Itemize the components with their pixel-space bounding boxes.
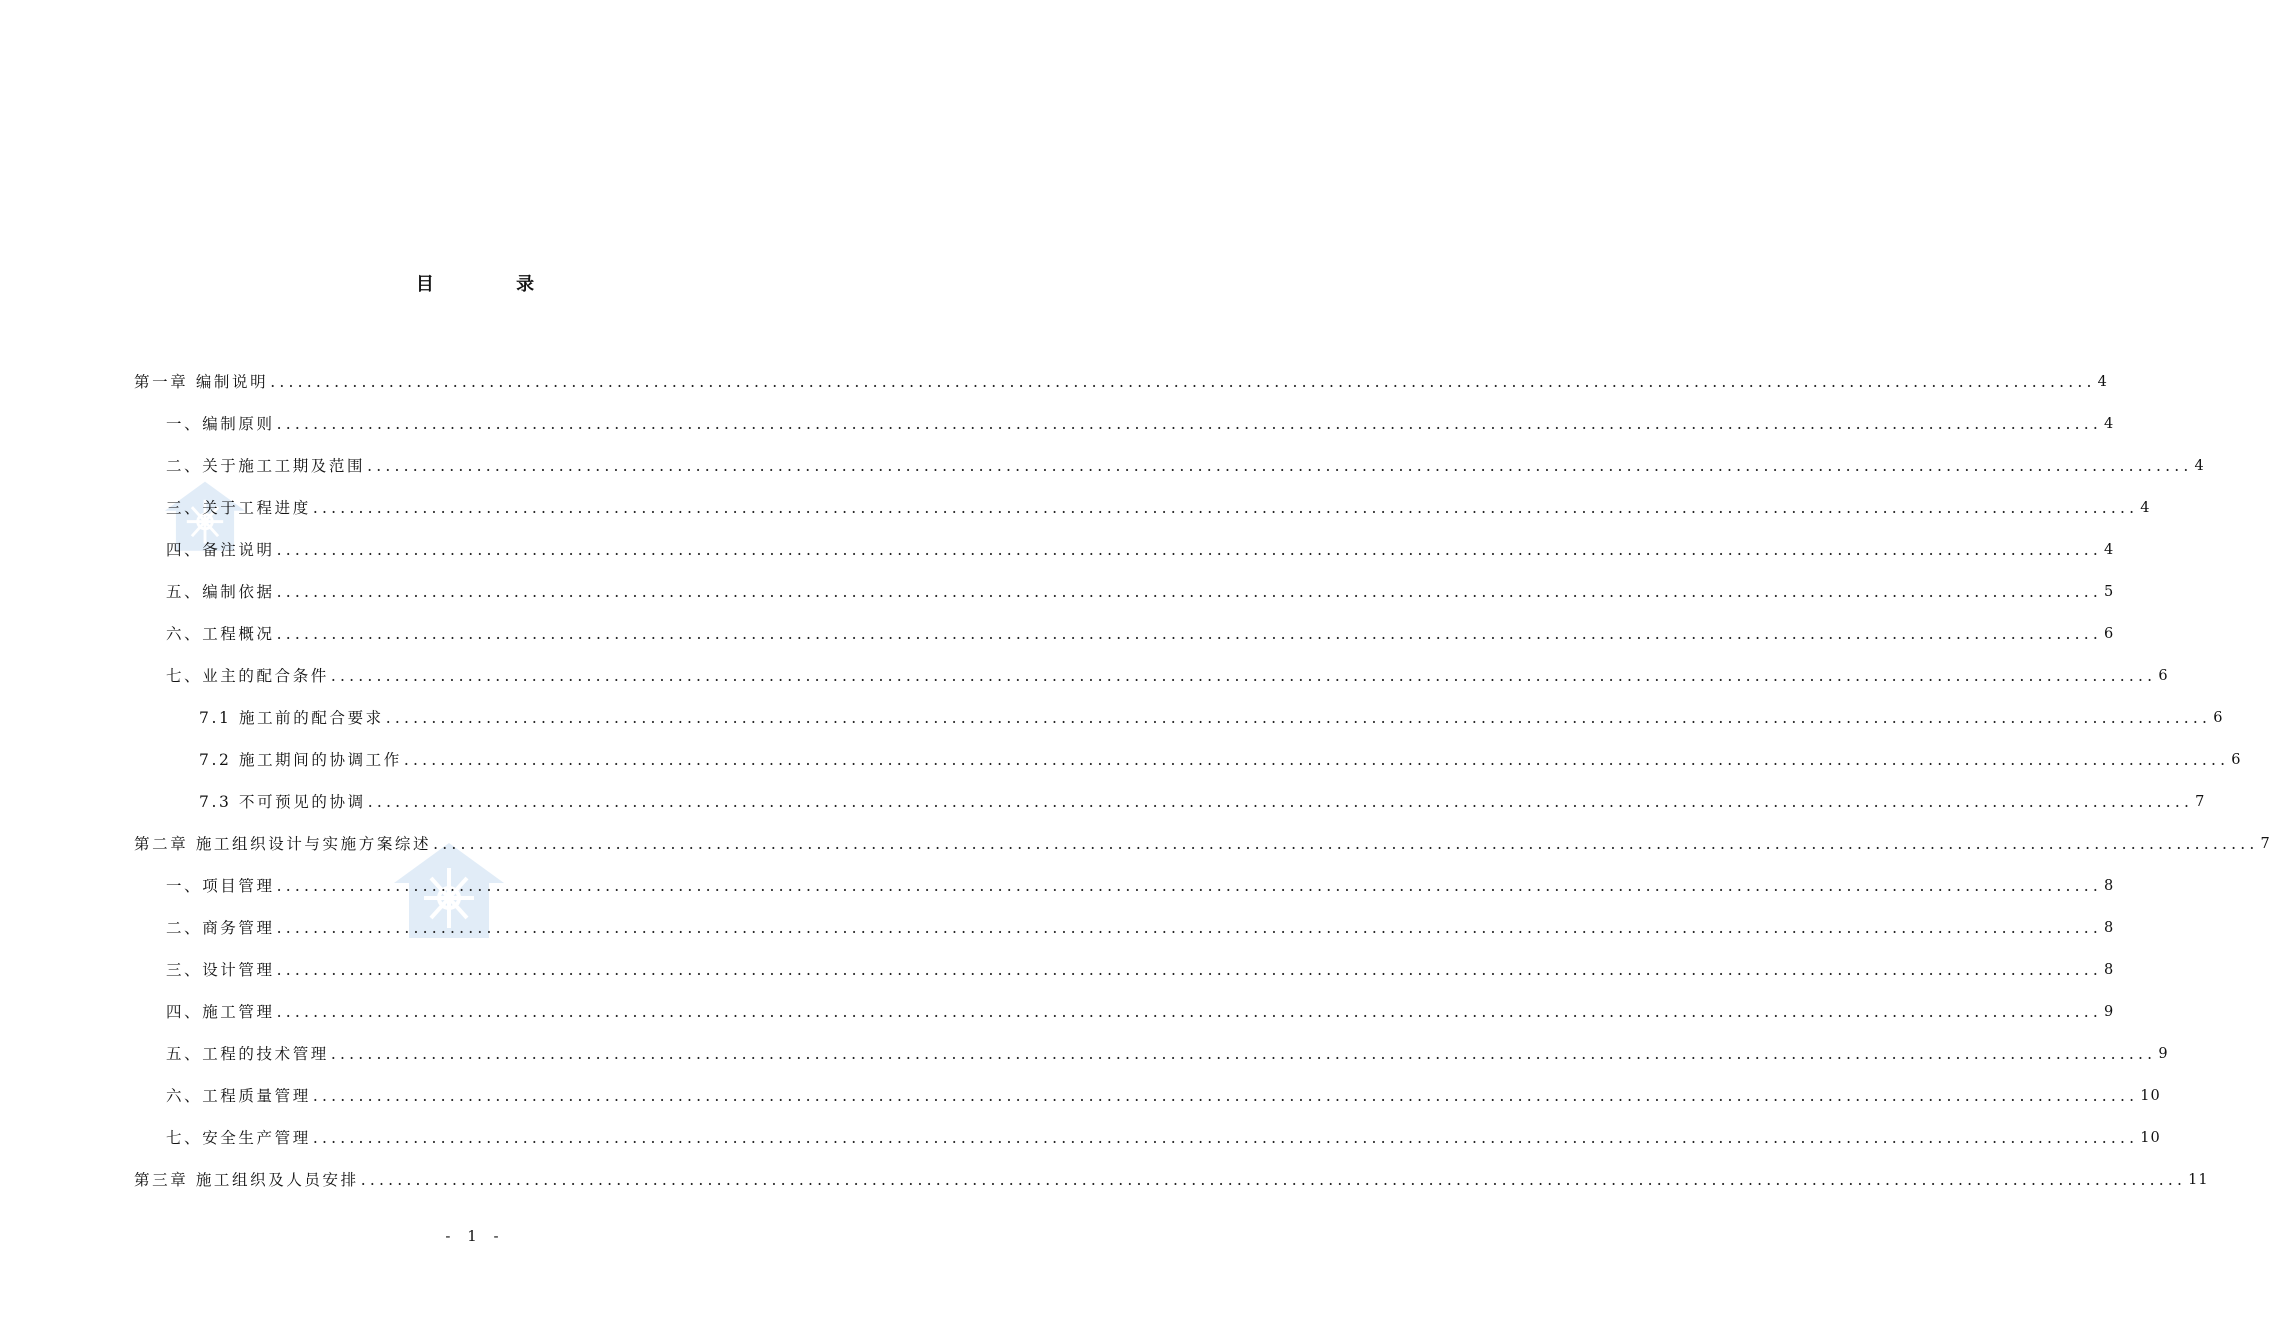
toc-dot-leader: ........................................................................................................................................................................................................ [276, 919, 2103, 937]
toc-dot-leader: ........................................................................................................................................................................................................ [403, 751, 2230, 769]
toc-entry-label: 二、商务管理 [166, 919, 275, 937]
toc-entry-label: 六、工程概况 [166, 625, 275, 643]
toc-entry-page: 7 [2195, 794, 2206, 810]
toc-entry-page: 6 [2231, 752, 2242, 768]
toc-dot-leader: ........................................................................................................................................................................................................ [312, 499, 2139, 517]
page-number-footer: - 1 - [445, 1227, 505, 1245]
toc-entry[interactable] [166, 496, 2151, 520]
toc-entry[interactable] [166, 454, 2205, 478]
toc-entry[interactable] [166, 1084, 2161, 1108]
toc-entry[interactable] [166, 580, 2115, 604]
toc-entry-label: 七、业主的配合条件 [166, 667, 329, 685]
toc-dot-leader: ........................................................................................................................................................................................................ [312, 1129, 2139, 1147]
toc-entry-page: 4 [2194, 458, 2205, 474]
toc-entry-page: 5 [2104, 584, 2115, 600]
toc-entry[interactable] [166, 1042, 2169, 1066]
toc-dot-leader: ........................................................................................................................................................................................................ [276, 625, 2103, 643]
toc-entry[interactable] [166, 874, 2115, 898]
toc-entry[interactable] [166, 622, 2115, 646]
toc-dot-leader: ........................................................................................................................................................................................................ [385, 709, 2212, 727]
toc-entry-label: 7.3 不可预见的协调 [199, 793, 366, 811]
toc-entry-page: 6 [2158, 668, 2169, 684]
toc-dot-leader: ........................................................................................................................................................................................................ [312, 1087, 2139, 1105]
toc-entry[interactable] [166, 958, 2115, 982]
toc-entry[interactable] [199, 706, 2224, 730]
toc-entry[interactable] [199, 790, 2206, 814]
toc-entry-label: 一、项目管理 [166, 877, 275, 895]
toc-entry-page: 9 [2104, 1004, 2115, 1020]
page-title: 目 录 [415, 274, 573, 295]
toc-dot-leader: ........................................................................................................................................................................................................ [276, 1003, 2103, 1021]
toc-entry-page: 8 [2104, 878, 2115, 894]
toc-entry-page: 4 [2097, 374, 2108, 390]
toc-entry[interactable] [134, 832, 2271, 856]
toc-entry-page: 11 [2188, 1172, 2209, 1188]
toc-entry-label: 第二章 施工组织设计与实施方案综述 [134, 835, 432, 853]
toc-entry-page: 8 [2104, 962, 2115, 978]
toc-entry-page: 4 [2104, 542, 2115, 558]
toc-entry-label: 第三章 施工组织及人员安排 [134, 1171, 359, 1189]
toc-entry[interactable] [166, 664, 2169, 688]
toc-entry-page: 4 [2104, 416, 2115, 432]
toc-dot-leader: ........................................................................................................................................................................................................ [433, 835, 2259, 853]
toc-entry[interactable] [166, 412, 2115, 436]
toc-entry-page: 9 [2158, 1046, 2169, 1062]
toc-entry[interactable] [134, 1168, 2209, 1192]
toc-entry-page: 6 [2213, 710, 2224, 726]
toc-entry-label: 7.2 施工期间的协调工作 [199, 751, 402, 769]
toc-dot-leader: ........................................................................................................................................................................................................ [330, 667, 2157, 685]
toc-entry-label: 七、安全生产管理 [166, 1129, 311, 1147]
toc-entry-page: 8 [2104, 920, 2115, 936]
toc-entry-label: 三、设计管理 [166, 961, 275, 979]
toc-entry[interactable] [199, 748, 2242, 772]
toc-entry-page: 10 [2140, 1130, 2161, 1146]
toc-entry-label: 三、关于工程进度 [166, 499, 311, 517]
toc-entry-label: 二、关于施工工期及范围 [166, 457, 366, 475]
toc-entry-label: 五、编制依据 [166, 583, 275, 601]
toc-entry[interactable] [134, 370, 2108, 394]
toc-entry[interactable] [166, 1126, 2161, 1150]
toc-dot-leader: ........................................................................................................................................................................................................ [330, 1045, 2157, 1063]
toc-entry[interactable] [166, 538, 2115, 562]
toc-dot-leader: ........................................................................................................................................................................................................ [276, 583, 2103, 601]
toc-entry[interactable] [166, 916, 2115, 940]
toc-dot-leader: ........................................................................................................................................................................................................ [276, 877, 2103, 895]
toc-dot-leader: ........................................................................................................................................................................................................ [367, 793, 2194, 811]
toc-entry-page: 4 [2140, 500, 2151, 516]
toc-dot-leader: ........................................................................................................................................................................................................ [276, 961, 2103, 979]
toc-dot-leader: ........................................................................................................................................................................................................ [360, 1171, 2187, 1189]
toc-entry-label: 7.1 施工前的配合要求 [199, 709, 384, 727]
toc-entry-label: 六、工程质量管理 [166, 1087, 311, 1105]
toc-entry-label: 四、施工管理 [166, 1003, 275, 1021]
toc-entry-page: 7 [2260, 836, 2271, 852]
toc-entry-label: 一、编制原则 [166, 415, 275, 433]
toc-dot-leader: ........................................................................................................................................................................................................ [367, 457, 2193, 475]
toc-dot-leader: ........................................................................................................................................................................................................ [276, 415, 2103, 433]
toc-dot-leader: ........................................................................................................................................................................................................ [276, 541, 2103, 559]
toc-entry-label: 四、备注说明 [166, 541, 275, 559]
toc-dot-leader: ........................................................................................................................................................................................................ [270, 373, 2096, 391]
toc-entry-label: 五、工程的技术管理 [166, 1045, 329, 1063]
toc-entry-label: 第一章 编制说明 [134, 373, 269, 391]
toc-entry-page: 10 [2140, 1088, 2161, 1104]
toc-entry[interactable] [166, 1000, 2115, 1024]
toc-entry-page: 6 [2104, 626, 2115, 642]
